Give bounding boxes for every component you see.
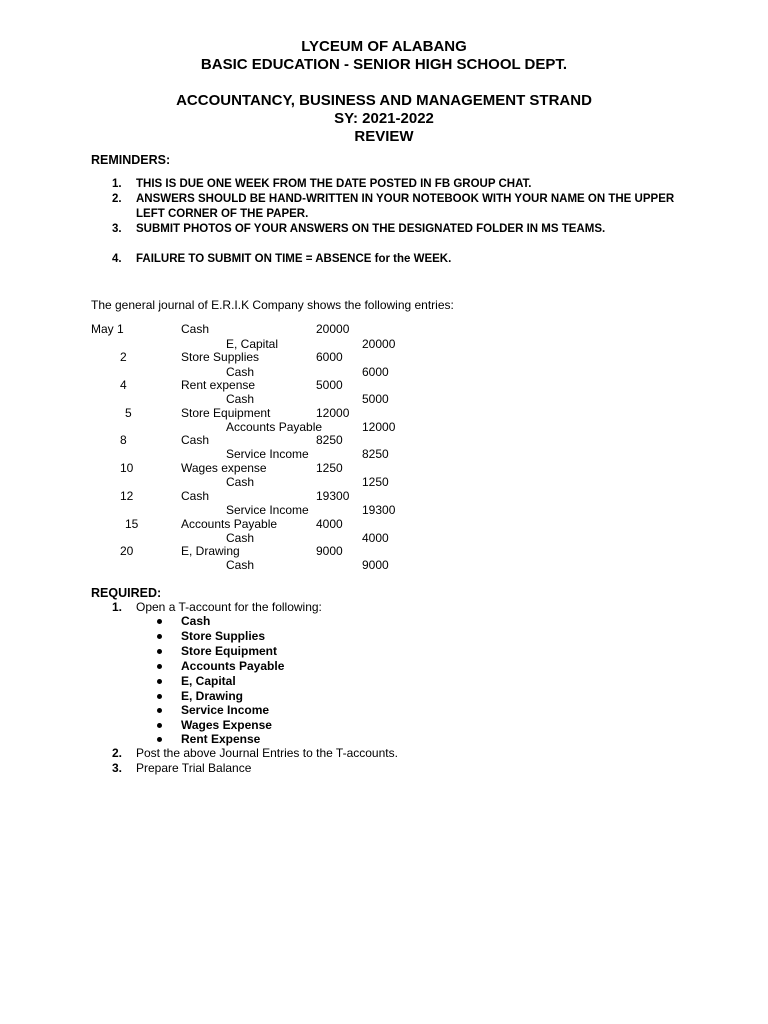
- debit-amount: 4000: [316, 517, 343, 531]
- account-name: Cash: [181, 614, 211, 628]
- account-name: Accounts Payable: [181, 659, 285, 673]
- account-name: Service Income: [181, 703, 270, 717]
- journal-intro: The general journal of E.R.I.K Company shows the following entries:: [91, 298, 454, 312]
- entry-date: 15: [125, 517, 139, 531]
- debit-amount: 8250: [316, 433, 343, 447]
- debit-account: Store Equipment: [181, 406, 271, 420]
- credit-amount: 1250: [362, 475, 389, 489]
- bullet-icon: [157, 737, 162, 742]
- bullet-icon: [157, 634, 162, 639]
- reminder-text: FAILURE TO SUBMIT ON TIME = ABSENCE for the WEEK.: [136, 253, 452, 265]
- entry-date: 8: [120, 433, 127, 447]
- entry-date: 10: [120, 461, 134, 475]
- bullet-icon: [157, 694, 162, 699]
- reminder-text: SUBMIT PHOTOS OF YOUR ANSWERS ON THE DESIGNATED FOLDER IN MS TEAMS.: [136, 223, 606, 235]
- reminder-text: THIS IS DUE ONE WEEK FROM THE DATE POSTED IN FB GROUP CHAT.: [136, 178, 532, 190]
- debit-account: Accounts Payable: [181, 517, 278, 531]
- reminders-heading: REMINDERS:: [91, 153, 171, 167]
- bullet-icon: [157, 708, 162, 713]
- entry-date: 12: [120, 489, 134, 503]
- entry-date: May 1: [91, 322, 124, 336]
- school-name: LYCEUM OF ALABANG: [301, 38, 467, 55]
- reminder-number: 2.: [112, 193, 122, 205]
- reminder-number: 3.: [112, 223, 122, 235]
- debit-account: Wages expense: [181, 461, 267, 475]
- entry-date: 5: [125, 406, 132, 420]
- debit-account: Cash: [181, 322, 210, 336]
- credit-amount: 4000: [362, 531, 389, 545]
- debit-amount: 19300: [316, 489, 350, 503]
- account-name: Store Supplies: [181, 629, 266, 643]
- credit-account: E, Capital: [226, 337, 279, 351]
- bullet-icon: [157, 723, 162, 728]
- required-heading: REQUIRED:: [91, 586, 162, 600]
- reminder-number: 4.: [112, 253, 122, 265]
- required-number: 2.: [112, 746, 123, 760]
- strand-name: ACCOUNTANCY, BUSINESS AND MANAGEMENT STRAND: [176, 92, 592, 109]
- debit-amount: 5000: [316, 378, 343, 392]
- bullet-icon: [157, 619, 162, 624]
- entry-date: 2: [120, 350, 127, 364]
- bullet-icon: [157, 649, 162, 654]
- required-number: 1.: [112, 600, 123, 614]
- account-name: E, Capital: [181, 674, 236, 688]
- debit-amount: 12000: [316, 406, 350, 420]
- required-text: Prepare Trial Balance: [136, 761, 252, 775]
- entry-date: 4: [120, 378, 127, 392]
- required-text: Post the above Journal Entries to the T-accounts.: [136, 746, 398, 760]
- credit-amount: 12000: [362, 420, 396, 434]
- debit-account: E, Drawing: [181, 544, 240, 558]
- account-name: Store Equipment: [181, 644, 278, 658]
- credit-account: Cash: [226, 475, 255, 489]
- account-name: Rent Expense: [181, 732, 261, 746]
- entry-date: 20: [120, 544, 134, 558]
- reminder-text: ANSWERS SHOULD BE HAND-WRITTEN IN YOUR NOTEBOOK WITH YOUR NAME ON THE UPPER LEFT CORNER OF THE PAPER.: [136, 193, 675, 220]
- credit-amount: 20000: [362, 337, 396, 351]
- credit-amount: 8250: [362, 447, 389, 461]
- credit-account: Service Income: [226, 503, 309, 517]
- credit-account: Cash: [226, 531, 255, 545]
- credit-amount: 5000: [362, 392, 389, 406]
- credit-account: Cash: [226, 392, 255, 406]
- credit-amount: 9000: [362, 558, 389, 572]
- credit-account: Cash: [226, 365, 255, 379]
- debit-account: Cash: [181, 489, 210, 503]
- credit-account: Cash: [226, 558, 255, 572]
- required-number: 3.: [112, 761, 123, 775]
- department-name: BASIC EDUCATION - SENIOR HIGH SCHOOL DEPT.: [200, 56, 568, 73]
- debit-amount: 9000: [316, 544, 343, 558]
- account-name: Wages Expense: [181, 718, 272, 732]
- debit-account: Store Supplies: [181, 350, 260, 364]
- required-text: Open a T-account for the following:: [136, 600, 322, 614]
- school-year: SY: 2021-2022: [334, 110, 434, 127]
- debit-amount: 6000: [316, 350, 343, 364]
- document-title: REVIEW: [354, 128, 414, 145]
- bullet-icon: [157, 664, 162, 669]
- credit-account: Service Income: [226, 447, 309, 461]
- account-name: E, Drawing: [181, 689, 244, 703]
- credit-account: Accounts Payable: [226, 420, 323, 434]
- reminder-number: 1.: [112, 178, 122, 190]
- debit-amount: 20000: [316, 322, 350, 336]
- debit-account: Cash: [181, 433, 210, 447]
- debit-amount: 1250: [316, 461, 343, 475]
- credit-amount: 6000: [362, 365, 389, 379]
- credit-amount: 19300: [362, 503, 396, 517]
- debit-account: Rent expense: [181, 378, 256, 392]
- bullet-icon: [157, 679, 162, 684]
